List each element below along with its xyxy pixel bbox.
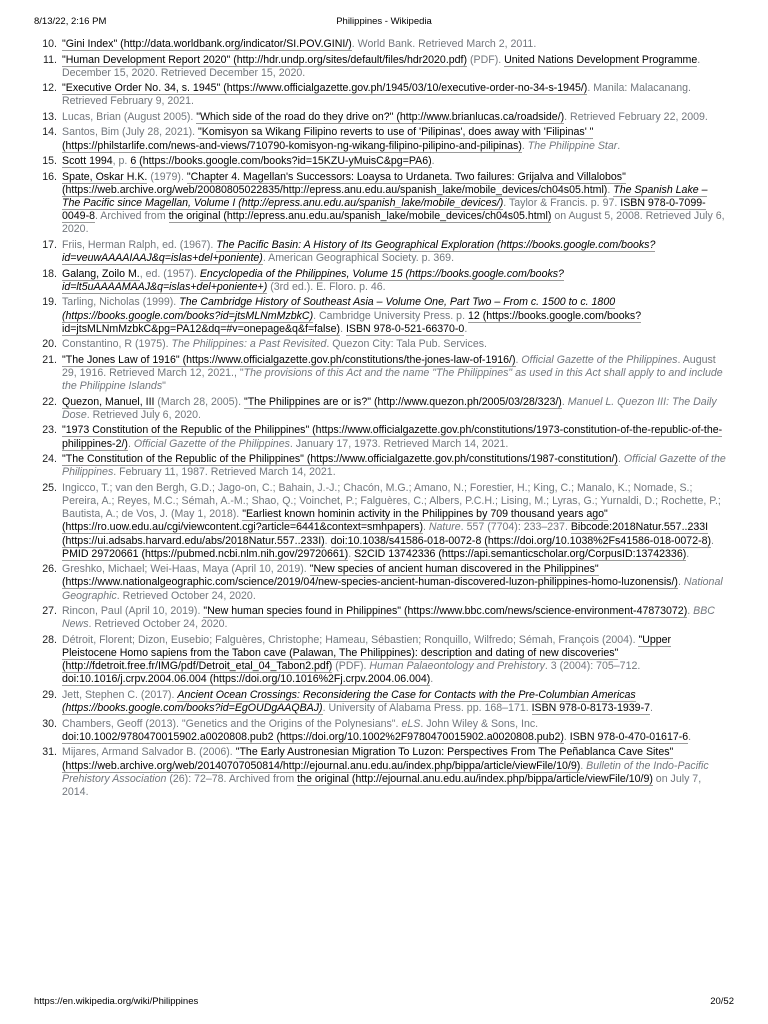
reference-link[interactable]: Galang, Zoilo M.	[62, 267, 140, 280]
references-list	[42, 38, 728, 802]
reference-number: 26.	[42, 563, 57, 576]
reference-text: .	[464, 322, 468, 335]
reference-text: .	[563, 730, 570, 743]
reference-text: .	[677, 576, 684, 589]
reference-number: 10.	[42, 38, 57, 50]
reference-text: .	[422, 521, 429, 534]
reference-link[interactable]: "The Jones Law of 1916" (https://www.officialgazette.gov.ph/constitutions/the-jones-law-of-1916/)	[62, 353, 516, 366]
reference-text: . Cambridge University Press. p.	[313, 309, 468, 322]
reference-link[interactable]: "The Early Austronesian Migration To Luzon: Perspectives From The Peñablanca Cave Sites" (https://web.archive.org/web/20140707050814/http://ejournal.anu.edu.au/index.php/bippa/article/viewFile/10/9)	[62, 746, 674, 772]
reference-text: BBC News	[62, 605, 715, 631]
reference-text: . University of Alabama Press. pp. 168–171.	[322, 702, 532, 715]
reference-text: . Quezon City: Tala Pub. Services.	[326, 338, 487, 351]
reference-link[interactable]: doi:10.1038/s41586-018-0072-8 (https://doi.org/10.1038%2Fs41586-018-0072-8)	[330, 534, 712, 547]
reference-text: . Taylor & Francis. p. 97.	[503, 197, 621, 210]
reference-text: (1979).	[147, 170, 187, 183]
reference-text: .	[617, 139, 621, 152]
reference-link[interactable]: "Executive Order No. 34, s. 1945" (https://www.officialgazette.gov.ph/1945/03/10/executive-order-no-34-s-1945/)	[62, 82, 588, 95]
reference-text: Ingicco, T.; van den Bergh, G.D.; Jago-on, C.; Bahain, J.-J.; Chacón, M.G.; Amano, N.; Forestier, H.; King, C.; Manalo, K.; Nomade, S.; Pereira, A.; Reyes, M.C.; Sémah, A.-M.; Shao, Q.; Voinchet, P.; Falguères, C.; Albers, P.C.H.; Lising, M.; Lyras, G.; Yurnaldi, D.; Rochette, P.; Bautista, A.; de Vos, J. (May 1, 2018).	[62, 481, 721, 521]
reference-link[interactable]: S2CID 13742336 (https://api.semanticscholar.org/CorpusID:13742336)	[354, 547, 687, 560]
reference-number: 23.	[42, 424, 57, 437]
reference-link[interactable]: The Cambridge History of Southeast Asia – Volume One, Part Two – From c. 1500 to c. 1800 (https://books.google.com/books?id=jtsMLNmMzbkC)	[62, 296, 616, 322]
reference-text: .	[617, 453, 624, 466]
reference-text: Official Gazette of the Philippines	[133, 437, 290, 450]
reference-link[interactable]: "1973 Constitution of the Republic of the Philippines" (https://www.officialgazette.gov.ph/constitutions/1973-constitution-of-the-republic-of-the-philippines-2/)	[62, 424, 723, 450]
reference-item	[42, 170, 728, 237]
reference-link[interactable]: "The Constitution of the Republic of the Philippines" (https://www.officialgazette.gov.ph/constitutions/1987-constitution/)	[62, 453, 618, 466]
reference-text: National Geographic	[62, 576, 723, 602]
reference-item	[42, 267, 728, 294]
reference-link[interactable]: "Chapter 4. Magellan's Successors: Loaysa to Urdaneta. Two failures: Grijalva and Villalobos" (https://web.archive.org/web/20080805022835/http://epress.anu.edu.au/spanish_lake/mobile_devices/ch04s05.html)	[62, 170, 626, 196]
reference-text: . January 17, 1973. Retrieved March 14, 2021.	[289, 437, 509, 450]
reference-item	[42, 395, 728, 422]
reference-item	[42, 688, 728, 715]
reference-link[interactable]: the original (http://epress.anu.edu.au/spanish_lake/mobile_devices/ch04s05.html)	[168, 210, 552, 223]
reference-link[interactable]: 12 (https://books.google.com/books?id=jtsMLNmMzbkC&pg=PA12&dq=#v=onepage&q&f=false)	[62, 309, 642, 335]
reference-text: .	[711, 534, 714, 547]
reference-number: 21.	[42, 353, 57, 366]
reference-number: 28.	[42, 633, 57, 646]
reference-link[interactable]: 6 (https://books.google.com/books?id=15KZU-yMuisC&pg=PA6)	[130, 155, 432, 168]
reference-item	[42, 563, 728, 603]
reference-number: 22.	[42, 395, 57, 408]
reference-link[interactable]: "Komisyon sa Wikang Filipino reverts to use of 'Pilipinas', does away with 'Filipinas' " (https://philstarlife.com/news-and-views/710790-komisyon-ng-wikang-filipino-pilipino-and-pilipinas)	[62, 126, 594, 152]
reference-link[interactable]: United Nations Development Programme	[504, 53, 698, 66]
reference-text: Rincon, Paul (April 10, 2019).	[62, 605, 204, 618]
reference-text: . Retrieved October 24, 2020.	[116, 589, 256, 602]
reference-item	[42, 353, 728, 394]
reference-text: Manuel L. Quezon III: The Daily Dose	[62, 395, 717, 421]
reference-text: The Philippines: a Past Revisited	[171, 338, 327, 351]
reference-text: . American Geographical Society. p. 369.	[262, 252, 455, 265]
reference-text: . December 15, 2020. Retrieved December 15, 2020.	[62, 53, 701, 79]
reference-text: . Archived from	[95, 210, 169, 223]
reference-item	[42, 110, 728, 124]
reference-text: .	[127, 437, 134, 450]
reference-link[interactable]: doi:10.1002/9780470015902.a0020808.pub2 (https://doi.org/10.1002%2F9780470015902.a0020808.pub2)	[62, 730, 564, 743]
reference-item	[42, 38, 728, 51]
reference-number: 13.	[42, 110, 57, 123]
print-footer	[34, 996, 734, 1010]
reference-number: 29.	[42, 688, 57, 701]
reference-link[interactable]: the original (http://ejournal.anu.edu.au/index.php/bippa/article/viewFile/10/9)	[297, 772, 653, 785]
reference-text: (PDF).	[467, 53, 505, 66]
reference-text: Chambers, Geoff (2013). "Genetics and the Origins of the Polynesians".	[62, 717, 402, 730]
reference-text: (March 28, 2005).	[154, 395, 244, 408]
reference-link[interactable]: "Upper Pleistocene Homo sapiens from the Tabon cave (Palawan, The Philippines): description and dating of new discoveries" (http://fdetroit.free.fr/IMG/pdf/Detroit_etal_04_Tabon2.pdf)	[62, 633, 672, 673]
reference-text: Official Gazette of the Philippines	[521, 353, 678, 366]
reference-text: .	[561, 395, 568, 408]
reference-text: . 3 (2004): 705–712.	[544, 660, 641, 673]
reference-link[interactable]: Encyclopedia of the Philippines, Volume 15 (https://books.google.com/books?id=lt5uAAAAMAAJ&q=islas+del+poniente+)	[62, 267, 564, 293]
reference-text: Nature	[428, 521, 461, 534]
reference-text: Bulletin of the Indo-Pacific Prehistory Association	[62, 759, 709, 785]
reference-text: .	[580, 759, 587, 772]
reference-item	[42, 424, 728, 450]
reference-text: The Philippine Star	[527, 139, 618, 152]
reference-text: .	[688, 730, 692, 743]
reference-text: Tarling, Nicholas (1999).	[62, 296, 180, 309]
reference-number: 12.	[42, 82, 57, 95]
reference-text: (26): 72–78. Archived from	[166, 772, 298, 785]
reference-text: Greshko, Michael; Wei-Haas, Maya (April 10, 2019).	[62, 563, 310, 576]
reference-number: 31.	[42, 746, 57, 759]
reference-number: 30.	[42, 717, 57, 730]
print-url: https://en.wikipedia.org/wiki/Philippines	[34, 996, 199, 1007]
reference-item	[42, 717, 728, 744]
reference-text: .	[521, 139, 528, 152]
reference-link[interactable]: ISBN 978-0-7099-0049-8	[62, 197, 706, 223]
reference-link[interactable]: Ancient Ocean Crossings: Reconsidering the Case for Contacts with the Pre-Columbian Americas (https://books.google.com/books?id=EgOUDgAAQBAJ)	[62, 688, 636, 715]
reference-text: Mijares, Armand Salvador B. (2006).	[62, 746, 236, 759]
reference-link[interactable]: Scott 1994	[62, 155, 113, 168]
reference-link[interactable]: Quezon, Manuel, III	[62, 395, 155, 408]
reference-item	[42, 633, 728, 687]
reference-number: 15.	[42, 155, 57, 168]
reference-link[interactable]: "New human species found in Philippines" (https://www.bbc.com/news/science-environment-47873072)	[203, 605, 688, 618]
reference-item	[42, 82, 728, 108]
print-header	[34, 16, 734, 30]
reference-link[interactable]: "The Philippines are or is?" (http://www.quezon.ph/2005/03/28/323/)	[243, 395, 562, 408]
reference-number: 19.	[42, 296, 57, 309]
reference-text: . February 11, 1987. Retrieved March 14, 2021.	[113, 466, 336, 479]
reference-link[interactable]: "Human Development Report 2020" (http://hdr.undp.org/sites/default/files/hdr2020.pdf)	[62, 53, 468, 66]
reference-link[interactable]: PMID 29720661 (https://pubmed.ncbi.nlm.nih.gov/29720661)	[62, 547, 349, 560]
reference-text: Friis, Herman Ralph, ed. (1967).	[62, 238, 217, 251]
reference-link[interactable]: doi:10.1016/j.crpv.2004.06.004 (https://doi.org/10.1016%2Fj.crpv.2004.06.004)	[62, 673, 431, 686]
reference-text: , ed. (1957).	[139, 267, 200, 280]
print-datetime: 8/13/22, 2:16 PM	[34, 16, 107, 27]
reference-item	[42, 746, 728, 799]
reference-text: . John Wiley & Sons, Inc.	[420, 717, 539, 730]
reference-text: .	[687, 605, 694, 618]
reference-item	[42, 155, 728, 168]
reference-text: Jett, Stephen C. (2017).	[62, 688, 178, 701]
reference-text: . Manila: Malacanang. Retrieved February 9, 2021.	[62, 82, 691, 108]
reference-text: .	[607, 183, 614, 196]
reference-item	[42, 481, 728, 561]
reference-number: 18.	[42, 267, 57, 280]
reference-text: . World Bank. Retrieved March 2, 2011.	[351, 38, 537, 50]
reference-text: . Retrieved July 6, 2020.	[86, 408, 201, 421]
reference-text: . August 29, 1916. Retrieved March 12, 2021., "	[62, 353, 716, 379]
reference-link[interactable]: Spate, Oskar H.K.	[62, 170, 148, 183]
reference-link[interactable]: The Spanish Lake – The Pacific since Magellan, Volume I (http://epress.anu.edu.au/spanish_lake/mobile_devices/)	[62, 183, 708, 210]
reference-link[interactable]: ISBN 978-0-521-66370-0	[345, 322, 465, 335]
reference-text: .	[649, 702, 653, 715]
reference-number: 20.	[42, 338, 57, 351]
reference-text: . Retrieved February 22, 2009.	[564, 110, 708, 123]
reference-number: 11.	[43, 53, 57, 66]
reference-text: (3rd ed.). E. Floro. p. 46.	[267, 280, 386, 293]
reference-number: 27.	[42, 605, 57, 618]
reference-item	[42, 238, 728, 265]
reference-text: , p.	[112, 155, 131, 168]
reference-item	[42, 605, 728, 631]
reference-text: Constantino, R (1975).	[62, 338, 172, 351]
reference-link[interactable]: "Which side of the road do they drive on?" (http://www.brianlucas.ca/roadside/)	[196, 110, 565, 123]
reference-text: .	[340, 322, 346, 335]
reference-text: Official Gazette of the Philippines	[62, 453, 726, 479]
reference-text: .	[515, 353, 522, 366]
reference-text: .	[431, 155, 435, 168]
reference-link[interactable]: "Gini Index" (http://data.worldbank.org/indicator/SI.POV.GINI/)	[62, 38, 352, 50]
print-page-title: Philippines - Wikipedia	[336, 16, 432, 27]
reference-text: .	[324, 534, 331, 547]
reference-text: .	[430, 673, 434, 686]
reference-number: 16.	[42, 170, 57, 183]
reference-text: Détroit, Florent; Dizon, Eusebio; Falguères, Christophe; Hameau, Sébastien; Ronquillo, Wilfredo; Sémah, François (2004).	[62, 633, 639, 646]
reference-number: 17.	[42, 238, 57, 251]
reference-number: 25.	[42, 481, 57, 494]
reference-link[interactable]: "New species of ancient human discovered in the Philippines" (https://www.nationalgeographic.com/science/2019/04/new-species-ancient-human-discovered-luzon-philippines-homo-luzonensis/)	[62, 563, 678, 589]
reference-link[interactable]: "Earliest known hominin activity in the Philippines by 709 thousand years ago" (https://ro.uow.edu.au/cgi/viewcontent.cgi?article=6441&context=smhpapers)	[62, 508, 608, 534]
reference-number: 14.	[42, 126, 57, 139]
reference-text: eLS	[401, 717, 421, 730]
reference-text: .	[348, 547, 355, 560]
reference-text: 557	[466, 521, 485, 534]
reference-item	[42, 126, 728, 152]
reference-link[interactable]: The Pacific Basin: A History of Its Geographical Exploration (https://books.google.com/books?id=veuwAAAAIAAJ&q=islas+del+poniente)	[62, 238, 656, 265]
reference-link[interactable]: ISBN 978-0-470-01617-6	[569, 730, 689, 743]
reference-item	[43, 53, 728, 80]
reference-text: on July 7, 2014.	[62, 772, 702, 798]
reference-item	[42, 296, 728, 336]
reference-text: .	[460, 521, 467, 534]
reference-text: The provisions of this Act and the name "The Philippines" as used in this Act shall apply to and include the Philippine Islands	[62, 366, 723, 393]
reference-link[interactable]: ISBN 978-0-8173-1939-7	[531, 702, 650, 715]
reference-text: (PDF).	[332, 660, 370, 673]
reference-link[interactable]: Bibcode:2018Natur.557..233I (https://ui.adsabs.harvard.edu/abs/2018Natur.557..233I)	[62, 521, 709, 547]
reference-text: .	[686, 547, 690, 560]
reference-text: Human Palaeontology and Prehistory	[369, 660, 545, 673]
reference-text: on August 5, 2008. Retrieved July 6, 2020.	[62, 210, 725, 236]
reference-text: Santos, Bim (July 28, 2021).	[62, 126, 199, 139]
reference-item	[42, 338, 728, 351]
reference-text: Lucas, Brian (August 2005).	[62, 110, 197, 123]
reference-item	[42, 453, 728, 479]
print-page-number: 20/52	[710, 996, 734, 1007]
reference-number: 24.	[42, 453, 57, 466]
reference-text: . Retrieved October 24, 2020.	[88, 618, 228, 631]
reference-text: (7704): 233–237.	[484, 521, 571, 534]
reference-text: "	[162, 380, 166, 393]
